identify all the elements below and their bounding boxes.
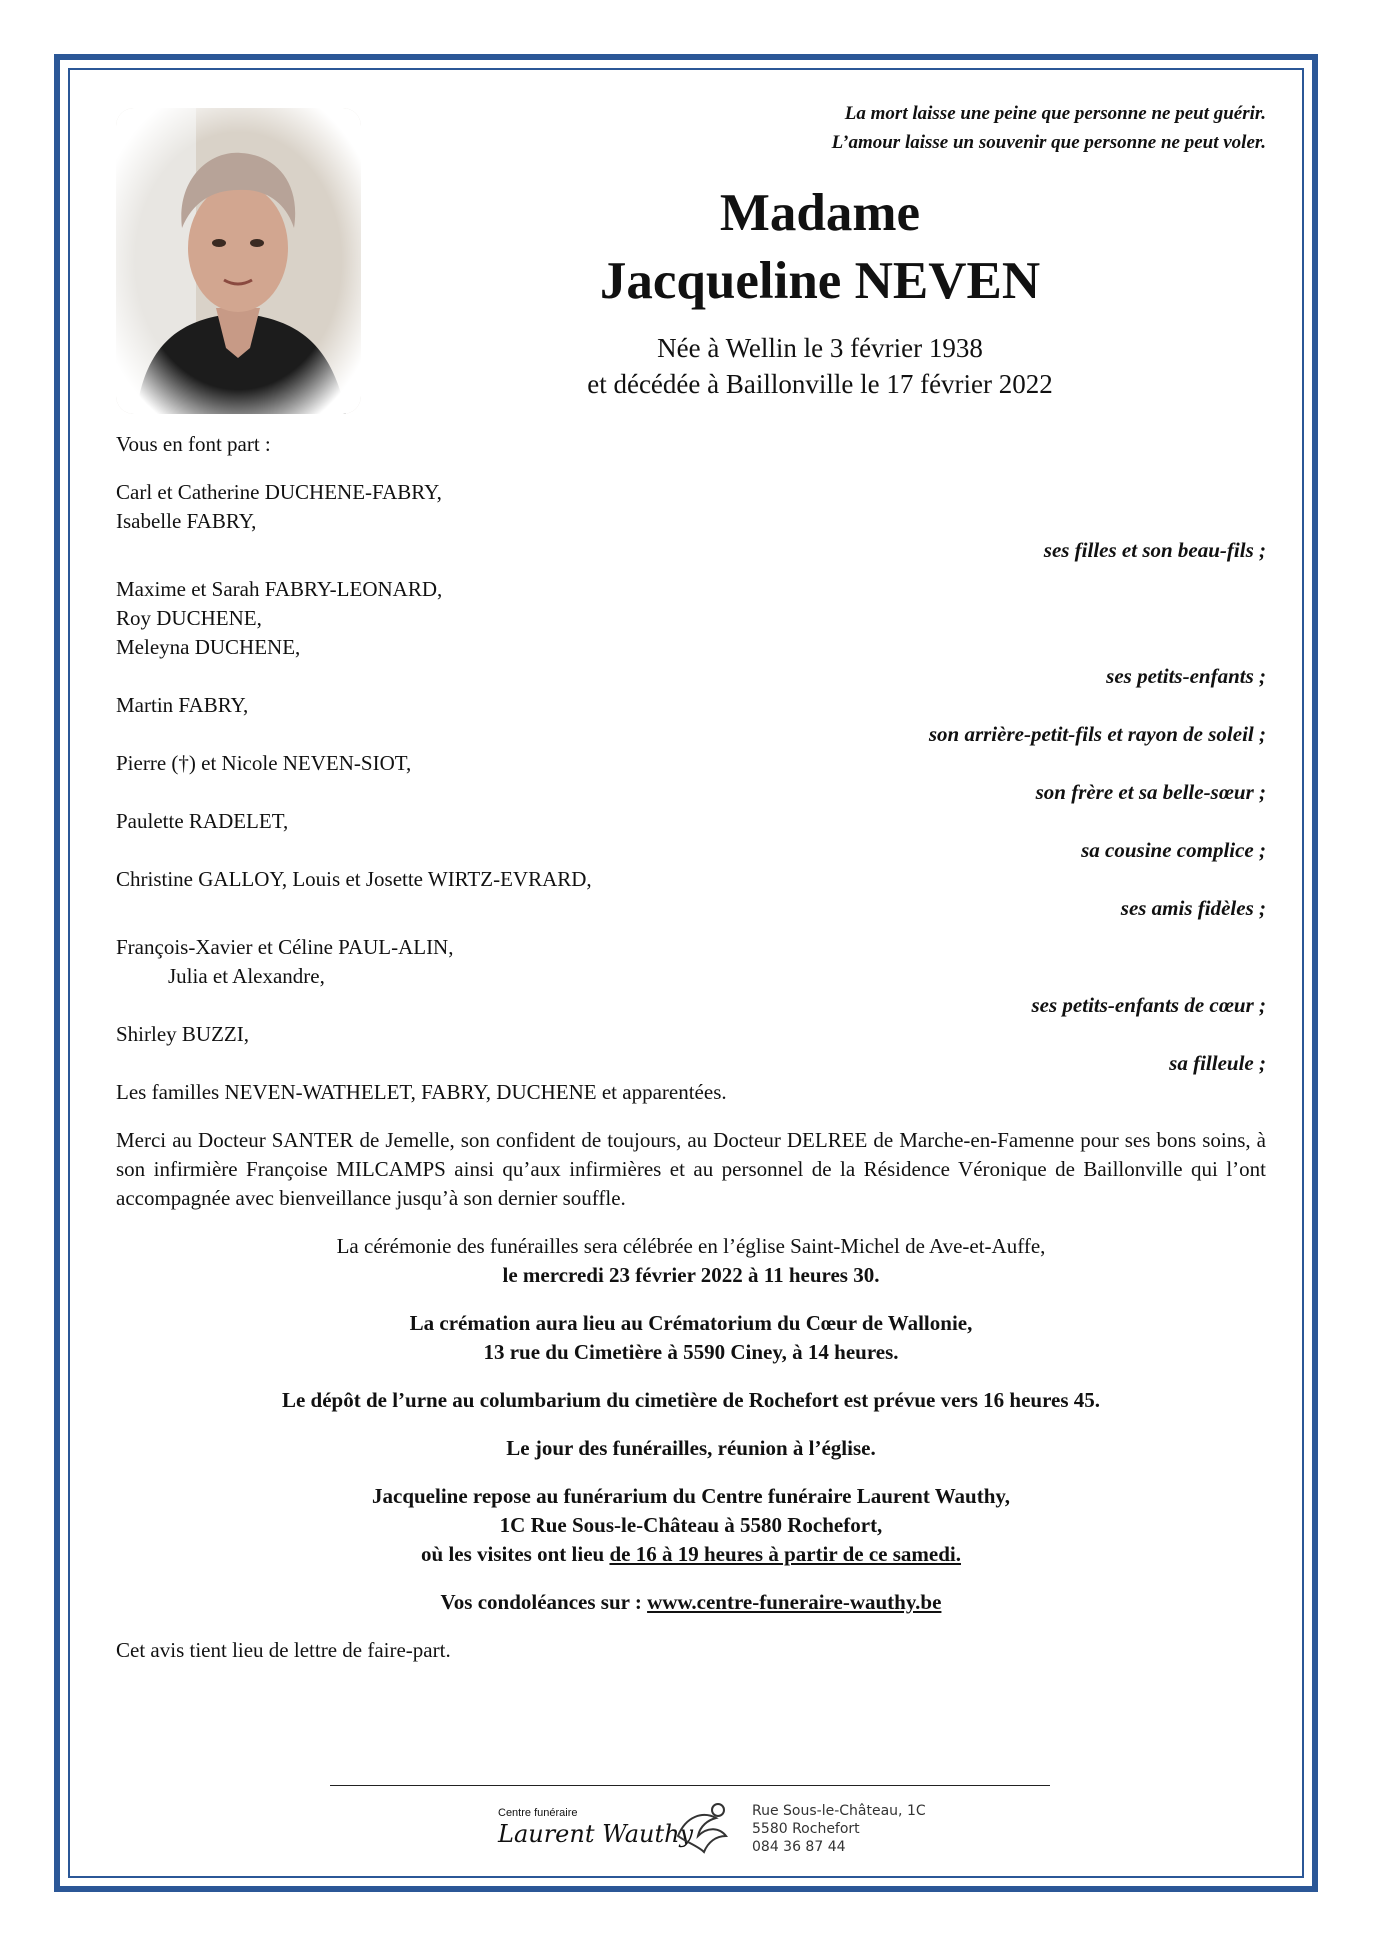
relation-label: ses petits-enfants de cœur ;: [1031, 993, 1266, 1017]
family-line: Pierre (†) et Nicole NEVEN-SIOT,: [116, 751, 412, 775]
family-line: Julia et Alexandre,: [168, 964, 325, 988]
relation-label: ses amis fidèles ;: [1120, 896, 1266, 920]
epigraph-line-1: La mort laisse une peine que personne ne peut guérir.: [844, 103, 1266, 124]
family-line: Maxime et Sarah FABRY-LEONARD,: [116, 577, 443, 601]
family-line: Les familles NEVEN-WATHELET, FABRY, DUCHENE et apparentées.: [116, 1080, 727, 1104]
address-city: 5580 Rochefort: [752, 1821, 860, 1837]
condolences-link[interactable]: www.centre-funeraire-wauthy.be: [647, 1590, 942, 1614]
closing-text: Cet avis tient lieu de lettre de faire-part.: [116, 1638, 451, 1662]
relation-label: sa filleule ;: [1169, 1051, 1266, 1075]
relation-label: sa cousine complice ;: [1081, 838, 1266, 862]
epigraph-line-2: L’amour laisse un souvenir que personne ne peut voler.: [831, 132, 1266, 153]
family-line: Roy DUCHENE,: [116, 606, 262, 630]
address-phone: 084 36 87 44: [752, 1839, 846, 1855]
address-street: Rue Sous-le-Château, 1C: [752, 1803, 926, 1819]
visits-hours: de 16 à 19 heures à partir de ce samedi.: [609, 1542, 961, 1566]
epigraph: [832, 99, 1266, 157]
condolences-line: [116, 1588, 1266, 1617]
family-line: François-Xavier et Céline PAUL-ALIN,: [116, 935, 454, 959]
birth-line: Née à Wellin le 3 février 1938: [657, 333, 983, 363]
family-line: Isabelle FABRY,: [116, 509, 257, 533]
funeral-home-logo: [470, 1792, 940, 1862]
cremation-address: 13 rue du Cimetière à 5590 Ciney, à 14 heures.: [483, 1340, 899, 1364]
deceased-name: Jacqueline NEVEN: [599, 252, 1041, 310]
cremation-line: La crémation aura lieu au Crématorium du Cœur de Wallonie,: [409, 1311, 973, 1335]
death-line: et décédée à Baillonville le 17 février 2022: [587, 369, 1053, 399]
thanks-paragraph: Merci au Docteur SANTER de Jemelle, son confident de toujours, au Docteur DELREE de Marche-en-Famenne pour ses bons soins, à son infirmière Françoise MILCAMPS ainsi qu’aux infirmières et au personnel de la Résidence Véronique de Baillonville qui l’ont accompagnée avec bienveillance jusqu’à son dernier souffle.: [116, 1128, 1266, 1210]
family-line: Christine GALLOY, Louis et Josette WIRTZ-EVRARD,: [116, 867, 592, 891]
angel-logo-icon: [668, 1796, 738, 1858]
family-line: Meleyna DUCHENE,: [116, 635, 301, 659]
repose-line: Jacqueline repose au funérarium du Centre funéraire Laurent Wauthy,: [372, 1484, 1010, 1508]
portrait-photo: [116, 108, 361, 414]
ceremony-line: La cérémonie des funérailles sera célébrée en l’église Saint-Michel de Ave-et-Auffe,: [336, 1234, 1046, 1258]
footer-address: [752, 1802, 926, 1856]
intro-text: Vous en font part :: [116, 432, 271, 456]
repose-address: 1C Rue Sous-le-Château à 5580 Rochefort,: [499, 1513, 883, 1537]
family-line: Shirley BUZZI,: [116, 1022, 249, 1046]
ceremony-datetime: le mercredi 23 février 2022 à 11 heures 30.: [502, 1263, 880, 1287]
relation-label: son arrière-petit-fils et rayon de soleil ;: [928, 722, 1266, 746]
logo-caption: Centre funéraire: [498, 1807, 578, 1819]
family-line: Paulette RADELET,: [116, 809, 289, 833]
footer-divider: [330, 1785, 1050, 1786]
family-line: Martin FABRY,: [116, 693, 249, 717]
logo-name: Laurent Wauthy: [498, 1820, 694, 1848]
announcement-body: [116, 430, 1266, 1665]
meeting-line: Le jour des funérailles, réunion à l’église.: [506, 1436, 876, 1460]
relation-label: ses filles et son beau-fils ;: [1043, 538, 1266, 562]
title-honorific: Madame: [719, 184, 921, 242]
family-line: Carl et Catherine DUCHENE-FABRY,: [116, 480, 442, 504]
relation-label: son frère et sa belle-sœur ;: [1035, 780, 1266, 804]
relation-label: ses petits-enfants ;: [1106, 664, 1266, 688]
urn-line: Le dépôt de l’urne au columbarium du cimetière de Rochefort est prévue vers 16 heures 45.: [281, 1388, 1101, 1412]
visits-line: [116, 1540, 1266, 1569]
visits-prefix: où les visites ont lieu: [421, 1542, 610, 1566]
life-dates: [470, 330, 1170, 402]
condolences-prefix: Vos condoléances sur :: [440, 1590, 648, 1614]
